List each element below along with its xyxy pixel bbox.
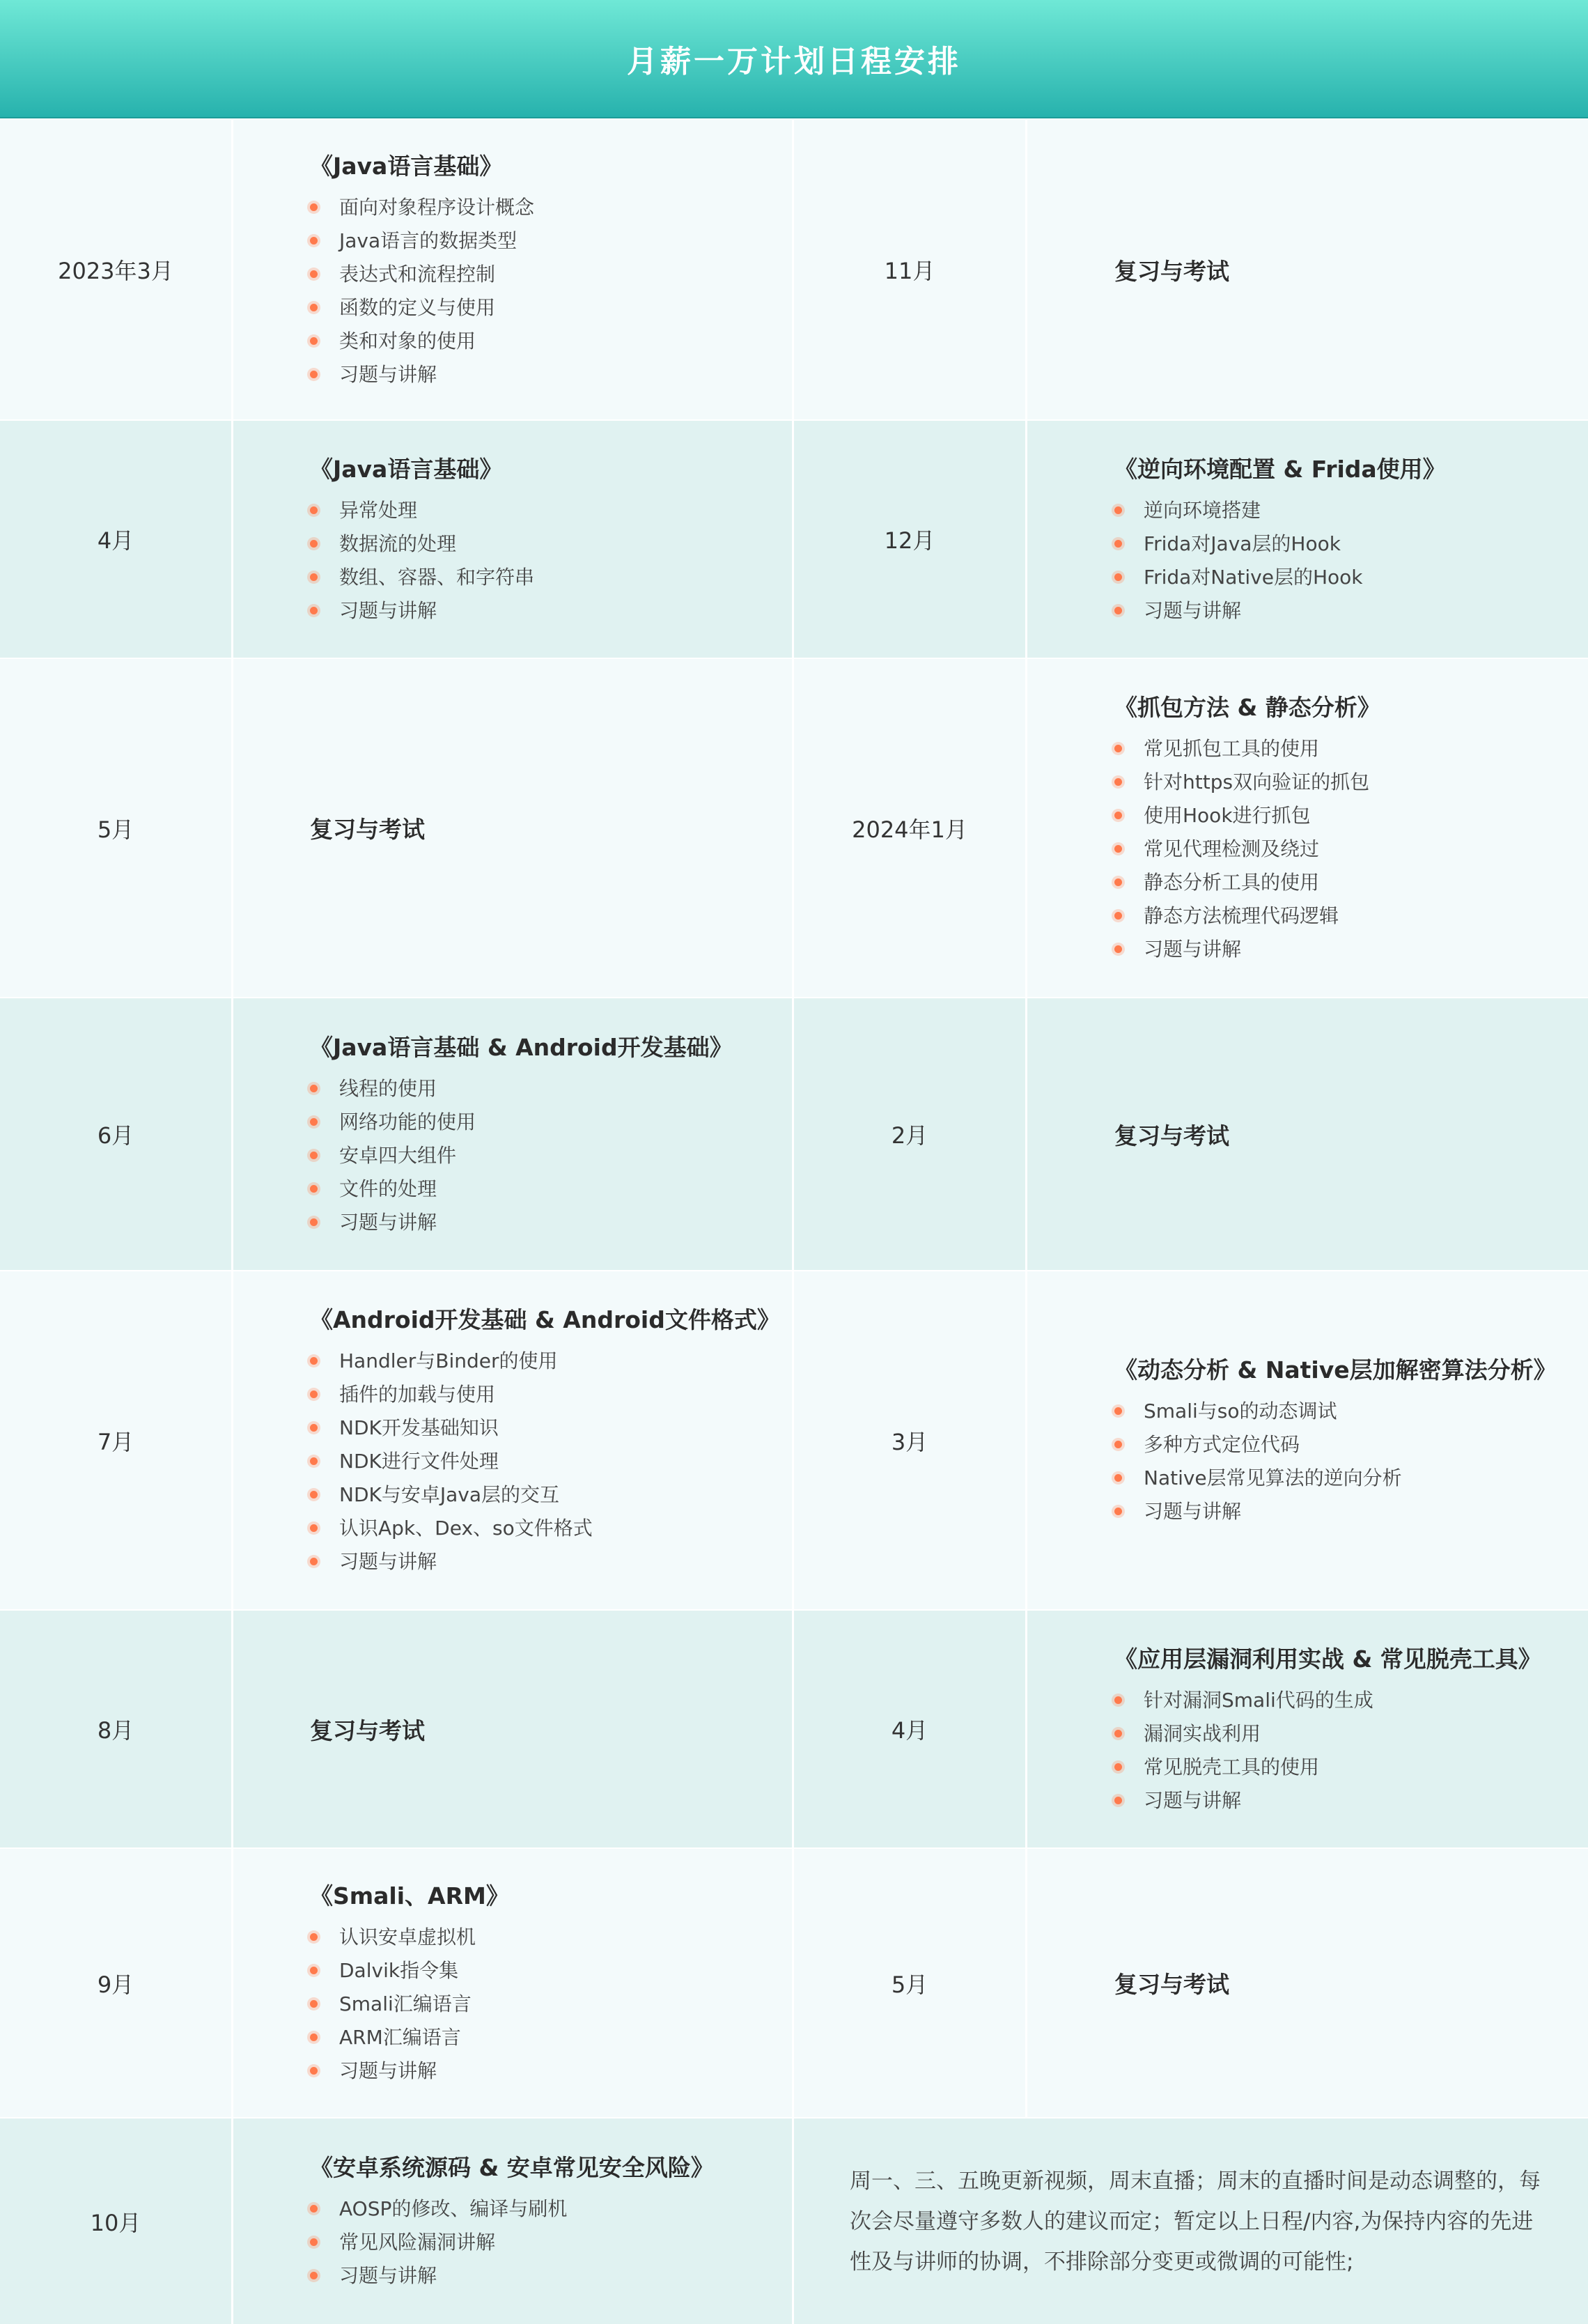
month-label: 8月 (97, 1717, 134, 1744)
content-cell (233, 421, 794, 658)
topic-item: 使用Hook进行抓包 (1114, 799, 1588, 832)
topic-list (1114, 1684, 1588, 1818)
month-cell (794, 1271, 1027, 1609)
month-label: 9月 (97, 1971, 134, 1998)
content-cell (1027, 998, 1588, 1270)
page-title: 月薪一万计划日程安排 (627, 44, 961, 79)
topic-item: 线程的使用 (310, 1072, 792, 1106)
content-cell (1027, 1849, 1588, 2117)
topic-item: 习题与讲解 (310, 594, 792, 628)
content-cell (1027, 120, 1588, 419)
month-cell (794, 659, 1027, 997)
topic-item: 常见抓包工具的使用 (1114, 732, 1588, 766)
topic-list (310, 494, 792, 628)
topic-item: 数组、容器、和字符串 (310, 561, 792, 594)
topic-item: 认识安卓虚拟机 (310, 1921, 792, 1954)
topic-item: 函数的定义与使用 (310, 291, 792, 325)
month-label: 2月 (891, 1122, 928, 1149)
topic-item: Dalvik指令集 (310, 1954, 792, 1988)
content-cell (233, 2118, 794, 2324)
content-cell (233, 998, 794, 1270)
month-cell (0, 659, 233, 997)
month-label: 11月 (884, 258, 935, 284)
topic-item: 习题与讲解 (310, 2054, 792, 2088)
month-label: 3月 (891, 1428, 928, 1455)
topic-list (310, 1921, 792, 2088)
topic-item: Java语言的数据类型 (310, 224, 792, 258)
table-row (0, 1847, 1588, 2117)
content-cell (1027, 1271, 1588, 1609)
topic-item: 逆向环境搭建 (1114, 494, 1588, 527)
topic-item: 针对https双向验证的抓包 (1114, 766, 1588, 799)
content-cell (233, 1271, 794, 1609)
topic-item: Frida对Native层的Hook (1114, 561, 1588, 594)
course-title: 《逆向环境配置 & Frida使用》 (1114, 455, 1446, 483)
topic-list (310, 1072, 792, 1239)
month-cell (794, 998, 1027, 1270)
month-label: 5月 (97, 816, 134, 843)
month-label: 2023年3月 (58, 258, 173, 284)
topic-item: 习题与讲解 (310, 1545, 792, 1579)
course-title: 《Smali、ARM》 (310, 1882, 509, 1909)
topic-item: 习题与讲解 (1114, 594, 1588, 628)
content-cell (1027, 659, 1588, 997)
topic-item: 安卓四大组件 (310, 1139, 792, 1172)
topic-item: 面向对象程序设计概念 (310, 191, 792, 224)
table-row (0, 658, 1588, 997)
topic-item: 漏洞实战利用 (1114, 1717, 1588, 1751)
month-cell (0, 421, 233, 658)
topic-list (1114, 732, 1588, 966)
month-cell (794, 1611, 1027, 1847)
schedule-note-cell (794, 2118, 1588, 2324)
month-label: 4月 (891, 1717, 928, 1744)
topic-item: 多种方式定位代码 (1114, 1428, 1588, 1462)
topic-item: 常见代理检测及绕过 (1114, 832, 1588, 866)
course-title: 《抓包方法 & 静态分析》 (1114, 694, 1380, 721)
month-label: 10月 (90, 2209, 141, 2236)
month-cell (0, 1271, 233, 1609)
month-cell (0, 1611, 233, 1847)
topic-list (310, 1345, 792, 1579)
topic-item: 异常处理 (310, 494, 792, 527)
course-title: 《Android开发基础 & Android文件格式》 (310, 1306, 780, 1333)
topic-item: 习题与讲解 (310, 358, 792, 392)
month-cell (0, 1849, 233, 2117)
table-row (0, 997, 1588, 1270)
course-title: 《动态分析 & Native层加解密算法分析》 (1114, 1356, 1557, 1384)
course-title: 《Java语言基础 & Android开发基础》 (310, 1033, 733, 1061)
table-row (0, 1270, 1588, 1609)
topic-item: 习题与讲解 (1114, 1495, 1588, 1528)
topic-item: 静态分析工具的使用 (1114, 866, 1588, 899)
topic-item: 网络功能的使用 (310, 1106, 792, 1139)
table-row (0, 419, 1588, 658)
content-cell (233, 1849, 794, 2117)
content-cell (1027, 1611, 1588, 1847)
course-title: 《Java语言基础》 (310, 152, 503, 180)
topic-item: Frida对Java层的Hook (1114, 527, 1588, 561)
topic-item: 常见风险漏洞讲解 (310, 2226, 792, 2259)
topic-list (1114, 494, 1588, 628)
topic-item: 文件的处理 (310, 1172, 792, 1206)
content-cell (1027, 421, 1588, 658)
month-cell (0, 2118, 233, 2324)
month-label: 6月 (97, 1122, 134, 1149)
month-cell (0, 120, 233, 419)
topic-item: 类和对象的使用 (310, 325, 792, 358)
topic-list (310, 2192, 792, 2293)
content-cell (233, 1611, 794, 1847)
topic-item: Smali与so的动态调试 (1114, 1395, 1588, 1428)
topic-item: 习题与讲解 (310, 1206, 792, 1239)
course-title: 《安卓系统源码 & 安卓常见安全风险》 (310, 2154, 714, 2181)
review-label: 复习与考试 (1114, 257, 1229, 285)
topic-list (1114, 1395, 1588, 1528)
page-header (0, 0, 1588, 118)
topic-item: Native层常见算法的逆向分析 (1114, 1462, 1588, 1495)
table-row (0, 2117, 1588, 2324)
course-title: 《Java语言基础》 (310, 455, 503, 483)
review-label: 复习与考试 (310, 1717, 425, 1744)
month-label: 5月 (891, 1971, 928, 1998)
month-cell (794, 421, 1027, 658)
review-label: 复习与考试 (310, 816, 425, 843)
topic-item: NDK进行文件处理 (310, 1445, 792, 1478)
topic-item: 数据流的处理 (310, 527, 792, 561)
schedule-note: 周一、三、五晚更新视频，周末直播；周末的直播时间是动态调整的，每次会尽量遵守多数人的建议而定；暂定以上日程/内容,为保持内容的先进性及与讲师的协调，不排除部分变更或微调的可能性; (850, 2168, 1541, 2275)
table-row (0, 118, 1588, 419)
topic-item: 习题与讲解 (310, 2259, 792, 2293)
course-title: 《应用层漏洞利用实战 & 常见脱壳工具》 (1114, 1645, 1541, 1673)
topic-item: 针对漏洞Smali代码的生成 (1114, 1684, 1588, 1717)
topic-item: 插件的加载与使用 (310, 1378, 792, 1411)
month-label: 7月 (97, 1428, 134, 1455)
topic-item: AOSP的修改、编译与刷机 (310, 2192, 792, 2226)
topic-list (310, 191, 792, 392)
topic-item: 习题与讲解 (1114, 933, 1588, 966)
topic-item: 习题与讲解 (1114, 1784, 1588, 1818)
schedule-table (0, 118, 1588, 2324)
topic-item: Smali汇编语言 (310, 1988, 792, 2021)
month-label: 2024年1月 (852, 816, 967, 843)
topic-item: NDK开发基础知识 (310, 1411, 792, 1445)
review-label: 复习与考试 (1114, 1122, 1229, 1149)
topic-item: 常见脱壳工具的使用 (1114, 1751, 1588, 1784)
content-cell (233, 120, 794, 419)
topic-item: ARM汇编语言 (310, 2021, 792, 2054)
month-cell (794, 1849, 1027, 2117)
table-row (0, 1609, 1588, 1847)
topic-item: 认识Apk、Dex、so文件格式 (310, 1512, 792, 1545)
month-cell (794, 120, 1027, 419)
topic-item: NDK与安卓Java层的交互 (310, 1478, 792, 1512)
topic-item: Handler与Binder的使用 (310, 1345, 792, 1378)
month-cell (0, 998, 233, 1270)
month-label: 4月 (97, 527, 134, 554)
topic-item: 表达式和流程控制 (310, 258, 792, 291)
content-cell (233, 659, 794, 997)
review-label: 复习与考试 (1114, 1971, 1229, 1998)
topic-item: 静态方法梳理代码逻辑 (1114, 899, 1588, 933)
month-label: 12月 (884, 527, 935, 554)
